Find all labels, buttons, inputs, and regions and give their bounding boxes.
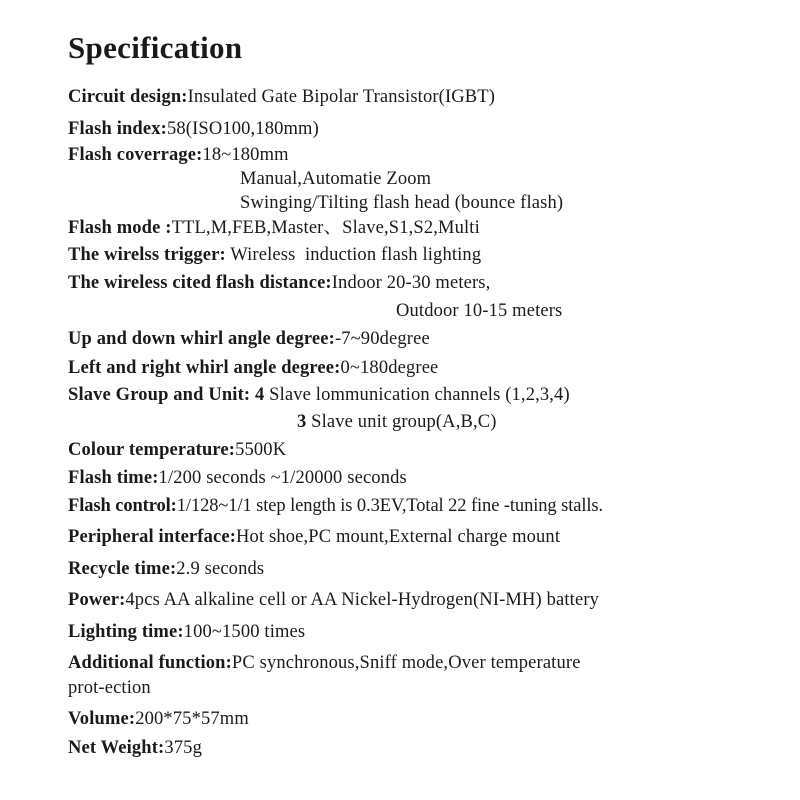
spec-value: 2.9 seconds: [176, 559, 265, 579]
spec-value: 1/200 seconds ~1/20000 seconds: [158, 468, 407, 488]
spec-value: prot-ection: [68, 678, 151, 698]
spec-colour-temperature: [68, 438, 286, 462]
spec-value: 5500K: [235, 440, 287, 460]
spec-value: Manual,Automatie Zoom: [240, 169, 432, 189]
spec-value: 18~180mm: [202, 145, 289, 165]
spec-value: 0~180degree: [340, 358, 439, 378]
spec-value: 1/128~1/1 step length is 0.3EV,Total 22 fine -tuning stalls.: [176, 496, 604, 516]
spec-label: Circuit design:: [68, 87, 188, 107]
spec-flash-coverage: [68, 143, 289, 167]
spec-label: Slave Group and Unit:: [68, 385, 255, 405]
spec-flash-index: [68, 117, 319, 141]
spec-flash-mode: [68, 216, 480, 240]
spec-value: Wireless induction flash lighting: [225, 245, 482, 265]
spec-label: Up and down whirl angle degree:: [68, 329, 335, 349]
spec-label: Flash time:: [68, 468, 159, 488]
spec-value: 100~1500 times: [183, 622, 306, 642]
spec-value: Outdoor 10-15 meters: [396, 301, 563, 321]
spec-slave-group: [68, 383, 570, 407]
spec-number: 4: [254, 385, 265, 405]
spec-up-down-angle: [68, 327, 430, 351]
spec-label: The wireless cited flash distance:: [68, 273, 332, 293]
spec-label: Flash index:: [68, 119, 167, 139]
spec-label: Flash mode :: [68, 218, 172, 238]
spec-wireless-trigger: [68, 243, 481, 267]
spec-flash-coverage-zoom: [240, 167, 431, 191]
spec-label: Net Weight:: [68, 738, 165, 758]
spec-flash-control: [68, 494, 603, 518]
spec-value: PC synchronous,Sniff mode,Over temperature: [231, 653, 581, 673]
spec-value: Slave unit group(A,B,C): [306, 412, 497, 432]
spec-peripheral-interface: [68, 525, 560, 549]
spec-value: Indoor 20-30 meters,: [331, 273, 491, 293]
spec-circuit-design: [68, 85, 495, 109]
spec-value: Swinging/Tilting flash head (bounce flash): [240, 193, 564, 213]
spec-label: The wirelss trigger:: [68, 245, 226, 265]
spec-label: Peripheral interface:: [68, 527, 237, 547]
spec-left-right-angle: [68, 356, 438, 380]
spec-value: Hot shoe,PC mount,External charge mount: [236, 527, 561, 547]
spec-recycle-time: [68, 557, 264, 581]
spec-flash-coverage-head: [240, 191, 563, 215]
spec-value: 58(ISO100,180mm): [166, 119, 319, 139]
spec-label: Recycle time:: [68, 559, 177, 579]
spec-power: [68, 588, 599, 612]
spec-flash-time: [68, 466, 407, 490]
spec-value: Slave lommunication channels (1,2,3,4): [264, 385, 570, 405]
spec-additional-function-cont: [68, 676, 151, 700]
spec-label: Left and right whirl angle degree:: [68, 358, 341, 378]
spec-wireless-distance: [68, 271, 490, 295]
spec-number: 3: [297, 412, 307, 432]
spec-wireless-distance-outdoor: [396, 299, 562, 323]
spec-value: 200*75*57mm: [135, 709, 249, 729]
spec-value: -7~90degree: [334, 329, 430, 349]
page-title: Specification: [68, 30, 243, 65]
spec-value: TTL,M,FEB,Master、Slave,S1,S2,Multi: [171, 218, 480, 238]
spec-label: Additional function:: [68, 653, 232, 673]
spec-slave-unit-group: [297, 410, 497, 434]
spec-label: Power:: [68, 590, 126, 610]
spec-value: Insulated Gate Bipolar Transistor(IGBT): [187, 87, 496, 107]
spec-value: 4pcs AA alkaline cell or AA Nickel-Hydrogen(NI-MH) battery: [125, 590, 600, 610]
spec-additional-function: [68, 651, 581, 675]
spec-label: Flash control:: [68, 496, 177, 516]
spec-lighting-time: [68, 620, 305, 644]
spec-label: Colour temperature:: [68, 440, 236, 460]
spec-label: Volume:: [68, 709, 136, 729]
spec-label: Flash coverrage:: [68, 145, 203, 165]
spec-volume: [68, 707, 249, 731]
spec-value: 375g: [164, 738, 202, 758]
spec-net-weight: [68, 736, 202, 760]
spec-label: Lighting time:: [68, 622, 184, 642]
